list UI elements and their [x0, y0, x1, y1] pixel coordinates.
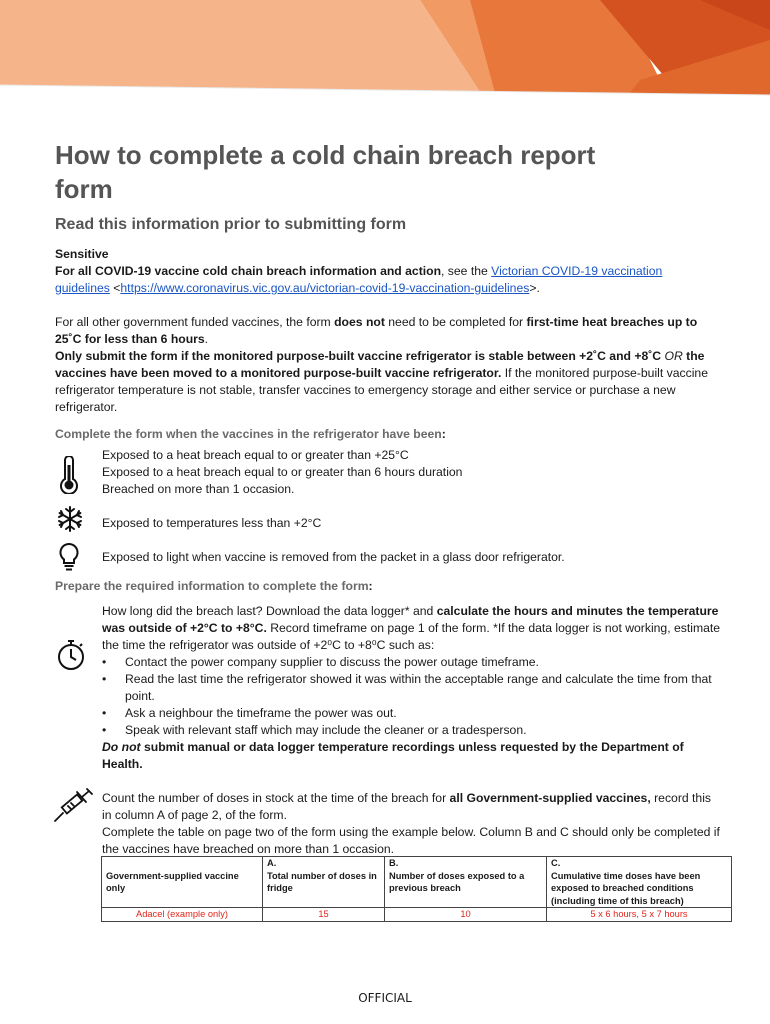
header-banner	[0, 0, 770, 130]
list-item: • Speak with relevant staff which may include the cleaner or a tradesperson.	[125, 722, 722, 739]
timer-instructions: How long did the breach last? Download the data logger* and calculate the hours and minutes the temperature was outside of +2°C to +8°C. Record timeframe on page 1 of the form. *If the data logger is not working, estimate the time the refrigerator was outside of +2⁰C to +8⁰C such as: • Contact the power company supplier to discuss the power outage timeframe. • Read the last time the refrigerator showed it was within the acceptable range and calculate the time from that point. • Ask a neighbour the timeframe the power was out. • Speak with relevant staff which may include the cleaner or a tradesperson. Do not submit manual or data logger temperature recordings unless requested by the Department of Health.	[102, 603, 722, 773]
heat-conditions	[102, 447, 722, 498]
table-header: C. Cumulative time doses have been exposed to breached conditions (including time of this breach)	[547, 857, 732, 908]
syringe-icon	[52, 788, 94, 824]
table-cell: 15	[263, 908, 385, 922]
list-item: • Ask a neighbour the timeframe the power was out.	[125, 705, 722, 722]
example-table	[101, 856, 732, 922]
table-header: A. Total number of doses in fridge	[263, 857, 385, 908]
guidelines-url-link[interactable]: https://www.coronavirus.vic.gov.au/victorian-covid-19-vaccination-guidelines	[120, 281, 530, 295]
list-item: • Read the last time the refrigerator showed it was within the acceptable range and calculate the time from that point.	[125, 671, 722, 705]
section-prepare-heading: Prepare the required information to complete the form:	[55, 579, 373, 593]
intro-block: Sensitive For all COVID-19 vaccine cold chain breach information and action, see the Victorian COVID-19 vaccination guidelines <https://www.coronavirus.vic.gov.au/victorian-covid-19-vaccination-guidelines>. For all other government funded vaccines, the form does not need to be completed for first-time heat breaches up to 25˚C for less than 6 hours. Only submit the form if the monitored purpose-built vaccine refrigerator is stable between +2˚C and +8˚C OR the vaccines have been moved to a monitored purpose-built vaccine refrigerator. If the monitored purpose-built vaccine refrigerator temperature is not stable, transfer vaccines to emergency storage and either service or purchase a new refrigerator.	[55, 246, 715, 416]
timer-bullet-list	[102, 654, 722, 739]
page-title: How to complete a cold chain breach report form	[55, 140, 596, 204]
footer-classification: OFFICIAL	[358, 991, 412, 1005]
submit-condition-paragraph: Only submit the form if the monitored purpose-built vaccine refrigerator is stable between +2˚C and +8˚C OR the vaccines have been moved to a monitored purpose-built vaccine refrigerator. If the monitored purpose-built vaccine refrigerator temperature is not stable, transfer vaccines to emergency storage and either service or purchase a new refrigerator.	[55, 349, 708, 414]
funded-vaccines-paragraph: For all other government funded vaccines, the form does not need to be completed for first-time heat breaches up to 25˚C for less than 6 hours.	[55, 315, 698, 346]
table-cell: Adacel (example only)	[102, 908, 263, 922]
table-row	[102, 908, 732, 922]
heat-condition-2: Exposed to a heat breach equal to or greater than 6 hours duration	[102, 465, 463, 479]
thermometer-icon	[56, 456, 82, 494]
guidelines-link[interactable]: Victorian COVID-19 vaccination guidelines	[55, 264, 663, 295]
sensitive-label: Sensitive	[55, 247, 109, 261]
do-not-note: Do not submit manual or data logger temperature recordings unless requested by the Department of Health.	[102, 740, 684, 771]
table-header: B. Number of doses exposed to a previous breach	[385, 857, 547, 908]
table-cell: 5 x 6 hours, 5 x 7 hours	[547, 908, 732, 922]
cold-condition: Exposed to temperatures less than +2°C	[102, 516, 322, 530]
table-cell: 10	[385, 908, 547, 922]
count-instructions: Count the number of doses in stock at the time of the breach for all Government-supplied vaccines, record this in column A of page 2, of the form. Complete the table on page two of the form using the example below. Column B and C should only be completed if the vaccines have breached on more than 1 occasion.	[102, 791, 720, 856]
stopwatch-icon	[56, 638, 86, 672]
heat-condition-1: Exposed to a heat breach equal to or greater than +25°C	[102, 448, 409, 462]
intro-bold: For all COVID-19 vaccine cold chain breach information and action	[55, 264, 442, 278]
table-header: Government-supplied vaccine only	[102, 857, 263, 908]
light-condition: Exposed to light when vaccine is removed from the packet in a glass door refrigerator.	[102, 550, 565, 564]
section-complete-heading: Complete the form when the vaccines in the refrigerator have been:	[55, 427, 446, 441]
lightbulb-icon	[58, 542, 80, 572]
snowflake-icon	[56, 505, 84, 533]
table-header-row	[102, 857, 732, 908]
list-item: • Contact the power company supplier to discuss the power outage timeframe.	[125, 654, 722, 671]
page-subtitle: Read this information prior to submitting form	[55, 216, 407, 233]
heat-condition-3: Breached on more than 1 occasion.	[102, 482, 295, 496]
